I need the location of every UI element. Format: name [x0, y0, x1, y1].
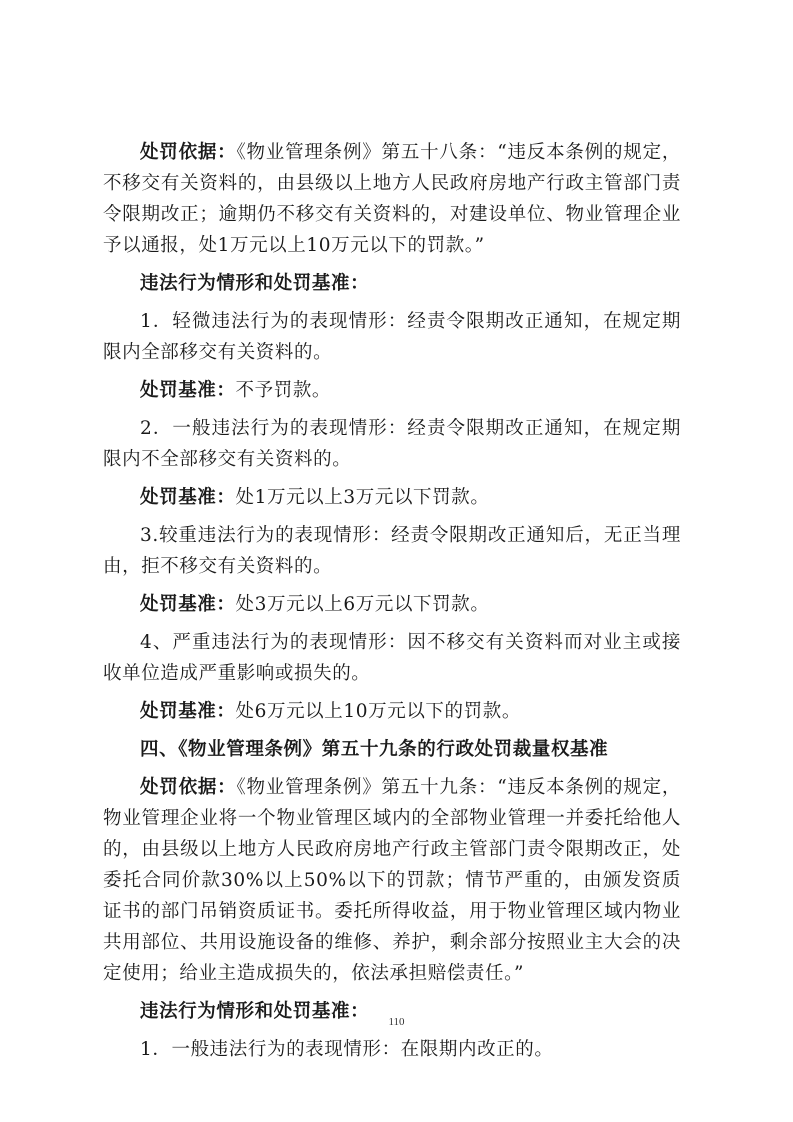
- paragraph-case-2: [103, 413, 681, 475]
- paragraph-text: 1．一般违法行为的表现情形：在限期内改正的。: [140, 1039, 554, 1060]
- paragraph-text: 处1万元以上3万元以下罚款。: [235, 487, 490, 508]
- document-body: [103, 137, 681, 1072]
- paragraph-text: 四、《物业管理条例》第五十九条的行政处罚裁量权基准: [140, 739, 609, 760]
- paragraph-text: 处6万元以上10万元以下的罚款。: [235, 701, 521, 722]
- paragraph-basis-58: [103, 137, 681, 261]
- paragraph-case-3: [103, 520, 681, 582]
- paragraph-text: 违法行为情形和处罚基准：: [140, 273, 370, 294]
- paragraph-text: 3.较重违法行为的表现情形：经责令限期改正通知后，无正当理由，拒不移交有关资料的。: [103, 525, 681, 577]
- section-subheading: [103, 268, 681, 299]
- paragraph-case-1b: [103, 1034, 681, 1065]
- section-heading-4: [103, 734, 681, 765]
- paragraph-text: 《物业管理条例》第五十九条：“违反本条例的规定，物业管理企业将一个物业管理区域内的全部物业管理一并委托给他人的，由县级以上地方人民政府房地产行政主管部门责令限期改正，处委托合同价款30%以上50%以下的罚款；情节严重的，由颁发资质证书的部门吊销资质证书。委托所得收益，用于物业管理区域内物业共用部位、共用设施设备的维修、养护，剩余部分按照业主大会的决定使用；给业主造成损失的，依法承担赔偿责任。”: [103, 777, 681, 984]
- paragraph-text: 2．一般违法行为的表现情形：经责令限期改正通知，在规定期限内不全部移交有关资料的。: [103, 418, 681, 470]
- paragraph-basis-59: [103, 772, 681, 989]
- paragraph-standard-2: [103, 482, 681, 513]
- paragraph-case-1: [103, 306, 681, 368]
- paragraph-label: 处罚基准：: [140, 380, 236, 401]
- paragraph-label: 处罚基准：: [140, 487, 236, 508]
- paragraph-case-4: [103, 627, 681, 689]
- paragraph-text: 处3万元以上6万元以下罚款。: [235, 594, 490, 615]
- paragraph-text: 1．轻微违法行为的表现情形：经责令限期改正通知，在规定期限内全部移交有关资料的。: [103, 311, 681, 363]
- paragraph-standard-3: [103, 589, 681, 620]
- paragraph-text: 违法行为情形和处罚基准：: [140, 1001, 370, 1022]
- paragraph-text: 《物业管理条例》第五十八条：“违反本条例的规定，不移交有关资料的，由县级以上地方人民政府房地产行政主管部门责令限期改正；逾期仍不移交有关资料的，对建设单位、物业管理企业予以通报，处1万元以上10万元以下的罚款。”: [103, 142, 681, 256]
- paragraph-label: 处罚基准：: [140, 594, 236, 615]
- paragraph-label: 处罚依据：: [140, 777, 237, 798]
- paragraph-label: 处罚依据：: [140, 142, 237, 163]
- paragraph-standard-1: [103, 375, 681, 406]
- paragraph-text: 不予罚款。: [235, 380, 332, 401]
- paragraph-standard-4: [103, 696, 681, 727]
- paragraph-label: 处罚基准：: [140, 701, 236, 722]
- page-number: 110: [388, 1016, 405, 1028]
- paragraph-text: 4、严重违法行为的表现情形：因不移交有关资料而对业主或接收单位造成严重影响或损失的。: [103, 632, 681, 684]
